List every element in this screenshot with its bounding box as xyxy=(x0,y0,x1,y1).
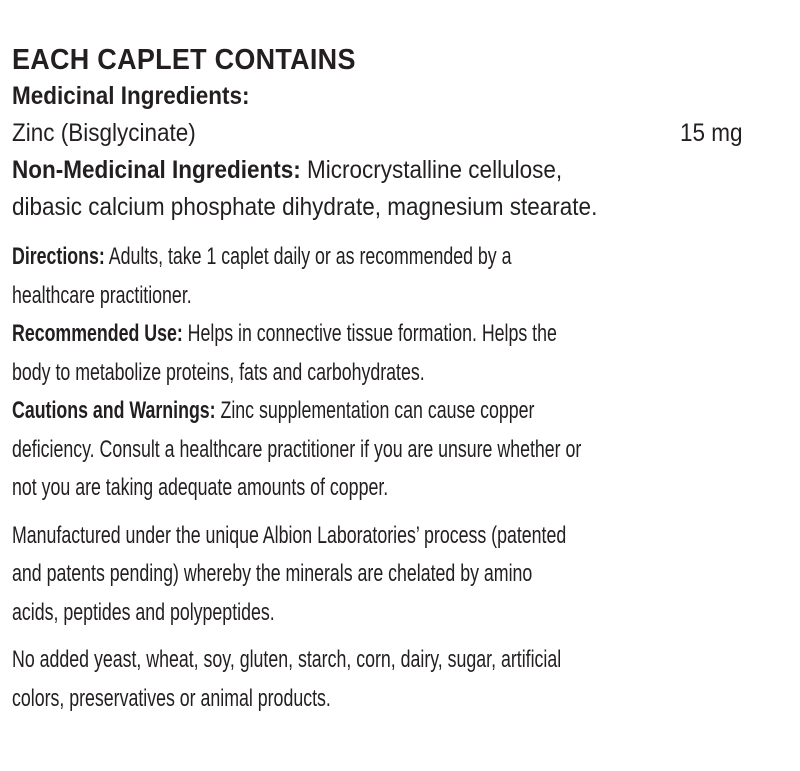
recommended-use-text-line-2: body to metabolize proteins, fats and carbohydrates. xyxy=(12,358,425,386)
ingredient-name: Zinc (Bisglycinate) xyxy=(12,119,196,147)
manufacturing-text-line-1: Manufactured under the unique Albion Laboratories’ process (patented xyxy=(12,521,567,549)
non-medicinal-ingredients-heading: Non-Medicinal Ingredients: xyxy=(12,156,301,184)
allergen-statement-line-2: colors, preservatives or animal products. xyxy=(12,684,331,712)
ingredient-row xyxy=(12,115,742,152)
cautions-text-line-2: deficiency. Consult a healthcare practitioner if you are unsure whether or xyxy=(12,435,582,463)
directions-heading: Directions: xyxy=(12,243,105,270)
ingredient-amount: 15 mg xyxy=(679,119,742,147)
directions-text-line-2: healthcare practitioner. xyxy=(12,281,192,309)
label-heading: EACH CAPLET CONTAINS xyxy=(12,44,356,76)
cautions-text-line-1: Zinc supplementation can cause copper xyxy=(215,397,535,424)
directions-text-line-1: Adults, take 1 caplet daily or as recommended by a xyxy=(104,243,512,270)
non-medicinal-text-line-2: dibasic calcium phosphate dihydrate, magnesium stearate. xyxy=(12,193,598,221)
non-medicinal-text-line-1: Microcrystalline cellulose, xyxy=(300,156,563,184)
manufacturing-text-line-2: and patents pending) whereby the minerals are chelated by amino xyxy=(12,560,533,587)
non-medicinal-ingredients xyxy=(12,152,669,189)
allergen-statement-line-1: No added yeast, wheat, soy, gluten, starch, corn, dairy, sugar, artificial xyxy=(12,646,562,673)
recommended-use xyxy=(12,315,557,354)
recommended-use-heading: Recommended Use: xyxy=(12,320,183,347)
product-label xyxy=(12,42,742,718)
manufacturing-text-line-3: acids, peptides and polypeptides. xyxy=(12,598,275,626)
recommended-use-text-line-1: Helps in connective tissue formation. Helps the xyxy=(182,320,557,347)
cautions-and-warnings xyxy=(12,392,552,431)
cautions-heading: Cautions and Warnings: xyxy=(12,397,216,424)
cautions-text-line-3: not you are taking adequate amounts of copper. xyxy=(12,474,389,501)
medicinal-ingredients-heading: Medicinal Ingredients: xyxy=(12,82,250,110)
directions xyxy=(12,238,552,277)
